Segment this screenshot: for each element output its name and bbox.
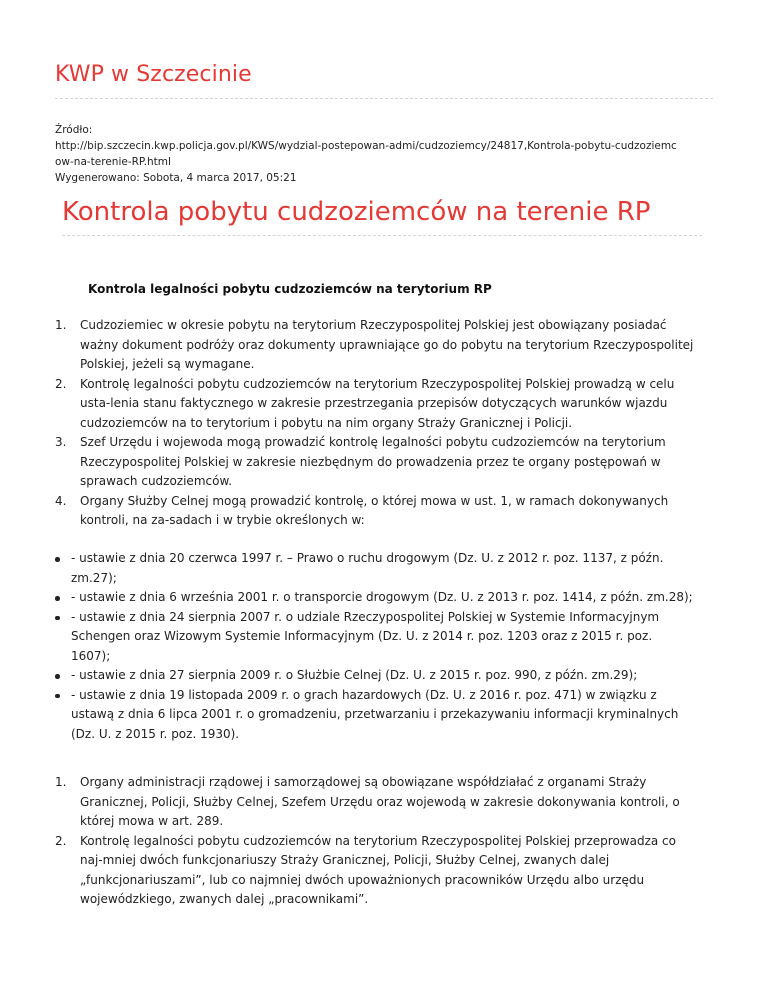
bullet-item [55, 549, 695, 588]
bullet-item-text: - ustawie z dnia 27 sierpnia 2009 r. o Służbie Celnej (Dz. U. z 2015 r. poz. 990, z późn. zm.29); [71, 668, 638, 682]
bullet-item-text: - ustawie z dnia 19 listopada 2009 r. o grach hazardowych (Dz. U. z 2016 r. poz. 471) w związku z ustawą z dnia 6 lipca 2001 r. o gromadzeniu, przetwarzaniu i przekazywaniu informacji kryminalnych (Dz. U. z 2015 r. poz. 1930). [71, 687, 679, 741]
bullet-dot-icon [55, 616, 60, 621]
list-number: 2. [55, 376, 67, 391]
list-item [55, 316, 695, 375]
source-url-line-1[interactable]: http://bip.szczecin.kwp.policja.gov.pl/KWS/wydzial-postepowan-admi/cudzoziemcy/24817,Kontrola-pobytu-cudzoziemc [55, 140, 677, 152]
list-item-text: Kontrolę legalności pobytu cudzoziemców na terytorium Rzeczypospolitej Polskiej prowadzą w celu usta-lenia stanu faktycznego w zakresie przestrzegania przepisów dotyczących warunków wjazdu cudzoziemców na to terytorium i pobytu na nim organy Straży Granicznej i Policji. [80, 376, 675, 430]
source-url-line-2[interactable]: ow-na-terenie-RP.html [55, 156, 171, 168]
bullet-item-text: - ustawie z dnia 20 czerwca 1997 r. – Prawo o ruchu drogowym (Dz. U. z 2012 r. poz. 1137, z późn. zm.27); [71, 551, 664, 585]
section-heading: Kontrola legalności pobytu cudzoziemców na terytorium RP [88, 282, 492, 296]
list-number: 4. [55, 493, 67, 508]
title-divider [62, 235, 702, 236]
list-item [55, 433, 695, 492]
list-number: 1. [55, 318, 67, 332]
site-title: KWP w Szczecinie [55, 62, 252, 87]
list-item [55, 832, 695, 910]
bullet-dot-icon [55, 557, 60, 562]
numbered-list-2 [55, 773, 695, 910]
list-item [55, 492, 695, 531]
bullet-dot-icon [55, 596, 60, 601]
list-item-text: Kontrolę legalności pobytu cudzoziemców na terytorium Rzeczypospolitej Polskiej przeprowadza co naj-mniej dwóch funkcjonariuszy Straży Granicznej, Policji, Służby Celnej, zwanych dalej „funkcjonariuszami”, lub co najmniej dwóch upoważnionych pracowników Urzędu albo urzędu wojewódzkiego, zwanych dalej „pracownikami”. [80, 833, 676, 906]
page-title: Kontrola pobytu cudzoziemców na terenie RP [62, 197, 651, 227]
source-label: Źródło: [55, 124, 93, 136]
source-meta [55, 122, 719, 186]
list-number: 1. [55, 775, 67, 789]
bullet-list [55, 549, 695, 744]
bullet-dot-icon [55, 674, 60, 679]
bullet-item-text: - ustawie z dnia 6 września 2001 r. o transporcie drogowym (Dz. U. z 2013 r. poz. 1414, z późn. zm.28); [71, 590, 693, 604]
list-item-text: Organy administracji rządowej i samorządowej są obowiązane współdziałać z organami Straży Granicznej, Policji, Służby Celnej, Szefem Urzędu oraz wojewodą w zakresie dokonywania kontroli, o której mowa w art. 289. [80, 775, 680, 828]
list-number: 3. [55, 435, 67, 449]
numbered-list-1 [55, 316, 695, 531]
bullet-dot-icon [55, 694, 60, 699]
bullet-item [55, 608, 695, 667]
bullet-item [55, 588, 695, 608]
list-item [55, 773, 695, 832]
list-item [55, 375, 695, 434]
list-number: 2. [55, 833, 67, 848]
generated-timestamp: Wygenerowano: Sobota, 4 marca 2017, 05:21 [55, 172, 297, 184]
bullet-item-text: - ustawie z dnia 24 sierpnia 2007 r. o udziale Rzeczypospolitej Polskiej w Systemie Informacyjnym Schengen oraz Wizowym Systemie Informacyjnym (Dz. U. z 2014 r. poz. 1203 oraz z 2015 r. poz. 1607); [71, 609, 660, 663]
bullet-item [55, 666, 695, 686]
list-item-text: Cudzoziemiec w okresie pobytu na terytorium Rzeczypospolitej Polskiej jest obowiązany posiadać ważny dokument podróży oraz dokumenty uprawniające go do pobytu na terytorium Rzeczypospolitej Polskiej, jeżeli są wymagane. [80, 318, 694, 371]
list-item-text: Organy Służby Celnej mogą prowadzić kontrolę, o której mowa w ust. 1, w ramach dokonywanych kontroli, na za-sadach i w trybie określonych w: [80, 493, 669, 527]
bullet-item [55, 686, 695, 745]
list-item-text: Szef Urzędu i wojewoda mogą prowadzić kontrolę legalności pobytu cudzoziemców na terytorium Rzeczypospolitej Polskiej w zakresie niezbędnym do prowadzenia przez te organy postępowań w sprawach cudzoziemców. [80, 435, 666, 488]
header-divider [55, 98, 713, 99]
